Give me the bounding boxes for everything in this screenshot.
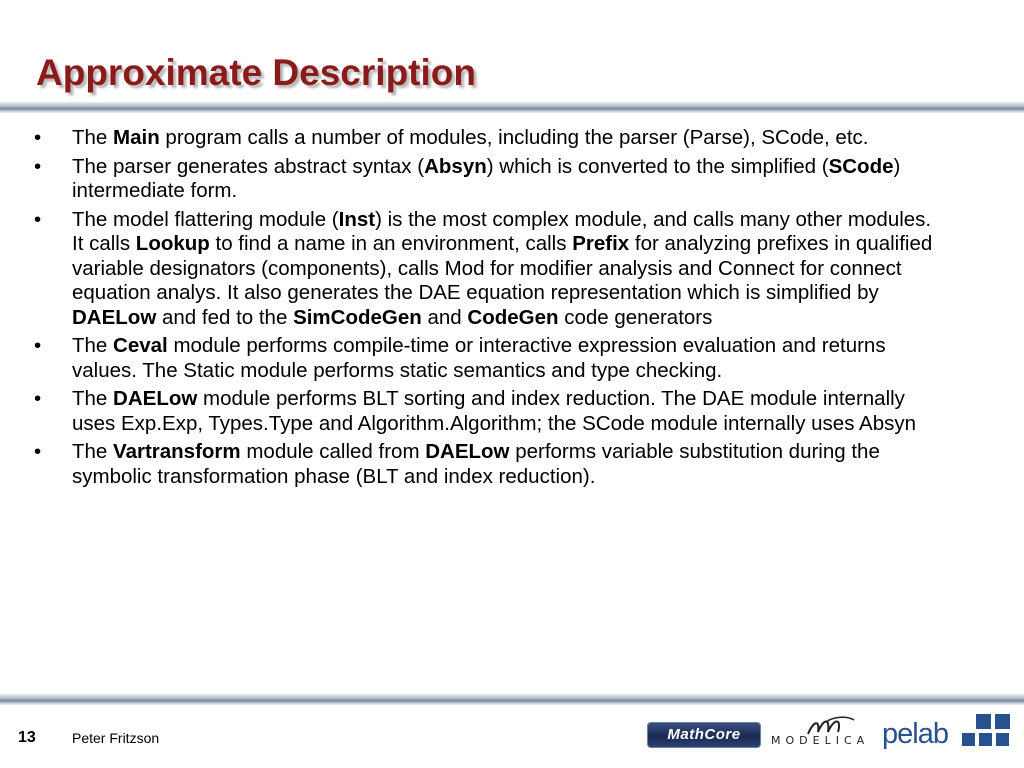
bullet-text: to find a name in an environment, calls xyxy=(209,232,573,255)
bullet-text: module called from xyxy=(240,440,426,463)
mathcore-logo: MathCore xyxy=(647,722,761,748)
bullet-text: The xyxy=(72,387,114,410)
bullet-text: The xyxy=(72,126,114,149)
bullet-text: The xyxy=(72,334,114,357)
pelab-logo: pelab xyxy=(882,718,948,750)
bullet-text: ) which is converted to the simplified ( xyxy=(486,154,829,178)
bullet-text: ) is the most complex module, and calls many other modules. It calls xyxy=(72,207,932,255)
bullet-keyword: Absyn xyxy=(424,154,487,178)
bullet-keyword: Vartransform xyxy=(113,440,241,463)
bullet-item xyxy=(34,440,939,489)
pelab-squares-icon xyxy=(962,714,1014,748)
bullet-keyword: Lookup xyxy=(135,232,210,255)
modelica-logo-text: MODELICA xyxy=(771,734,870,747)
bullet-keyword: Main xyxy=(113,126,160,149)
bullet-item xyxy=(34,155,939,204)
slide-title: Approximate Description xyxy=(36,52,476,93)
bullet-list xyxy=(34,126,939,493)
bullet-item xyxy=(34,208,939,331)
bullet-keyword: DAELow xyxy=(425,440,510,463)
bullet-keyword: Inst xyxy=(338,207,376,231)
bullet-item xyxy=(34,387,939,436)
bullet-text: performs variable substitution during the symbolic transformation phase (BLT and index reduction). xyxy=(72,440,880,488)
bullet-text: module performs compile-time or interactive expression evaluation and returns values. The Static module performs static semantics and type checking. xyxy=(72,334,886,382)
bullet-text: code generators xyxy=(558,305,713,329)
bullet-keyword: DAELow xyxy=(113,387,198,410)
bullet-item xyxy=(34,334,939,383)
footer-divider xyxy=(0,694,1024,705)
bullet-text: The parser generates abstract syntax ( xyxy=(72,154,425,178)
bullet-text: ) intermediate form. xyxy=(72,154,901,202)
bullet-keyword: Prefix xyxy=(572,232,630,255)
bullet-text: for analyzing prefixes in qualified variable designators (components), calls Mod for modifier analysis and Connect for connect equation analys. It also generates the DAE equation representation which is simplified by xyxy=(72,232,933,304)
bullet-keyword: SimCodeGen xyxy=(293,305,422,329)
author-name: Peter Fritzson xyxy=(72,730,160,746)
bullet-keyword: Ceval xyxy=(113,334,168,357)
bullet-item xyxy=(34,126,939,151)
page-number: 13 xyxy=(18,729,36,746)
bullet-text: and fed to the xyxy=(156,305,294,329)
bullet-keyword: DAELow xyxy=(72,305,157,329)
header-divider xyxy=(0,102,1024,113)
bullet-text: and xyxy=(421,305,468,329)
bullet-keyword: SCode xyxy=(828,154,894,178)
bullet-text: The xyxy=(72,440,114,463)
bullet-keyword: CodeGen xyxy=(467,305,559,329)
bullet-text: The model flattering module ( xyxy=(72,207,339,231)
bullet-text: program calls a number of modules, including the parser (Parse), SCode, etc. xyxy=(159,126,869,149)
bullet-text: module performs BLT sorting and index reduction. The DAE module internally uses Exp.Exp, Types.Type and Algorithm.Algorithm; the SCode module internally uses Absyn xyxy=(72,387,916,435)
